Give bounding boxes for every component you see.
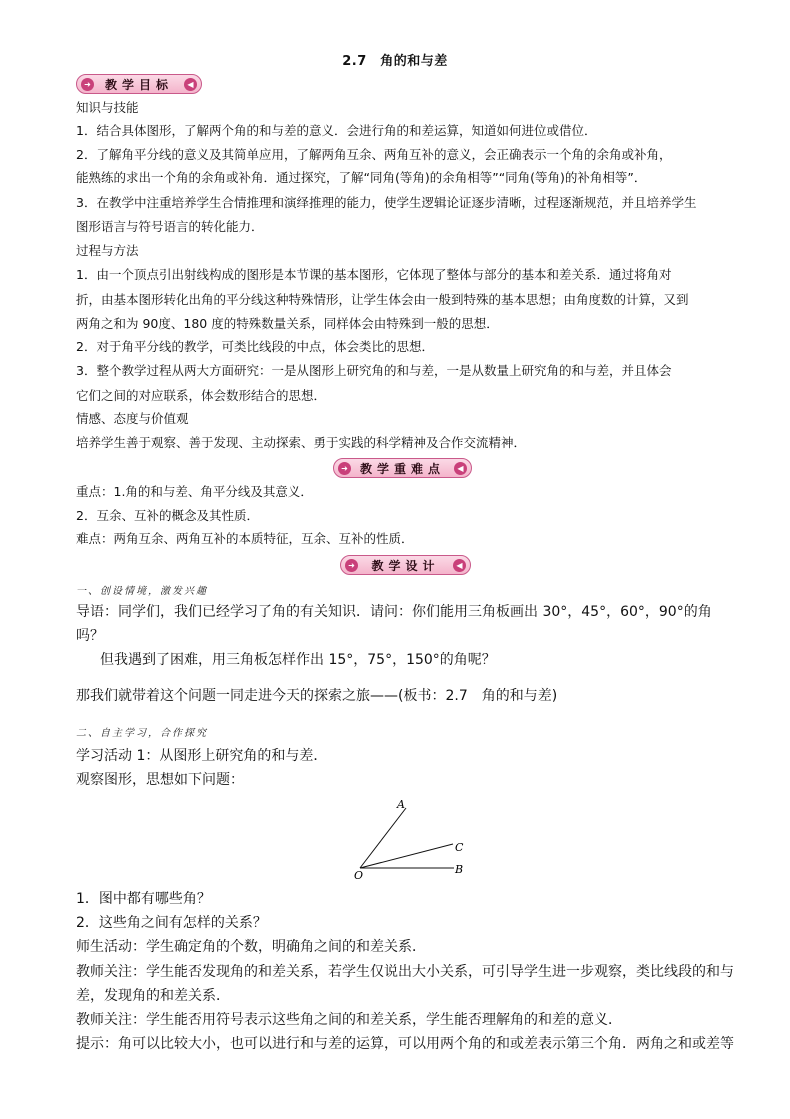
paragraph: 2．了解角平分线的意义及其简单应用，了解两角互余、两角互补的意义，会正确表示一个角的余角或补角，	[76, 147, 672, 162]
paragraph: 3．整个教学过程从两大方面研究：一是从图形上研究角的和与差，一是从数量上研究角的和与差，并且体会	[76, 363, 672, 378]
paragraph: 师生活动：学生确定角的个数，明确角之间的和差关系．	[76, 939, 426, 955]
question: 1．图中都有哪些角？	[76, 891, 211, 907]
paragraph: 培养学生善于观察、善于发现、主动探索、勇于实践的科学精神及合作交流精神．	[76, 435, 527, 450]
heading-knowledge: 知识与技能	[76, 100, 139, 115]
paragraph: 能熟练的求出一个角的余角或补角．通过探究，了解“同角(等角)的余角相等”“同角(等角)的补角相等”．	[76, 170, 647, 185]
paragraph: 提示：角可以比较大小，也可以进行和与差的运算，可以用两个角的和或差表示第三个角．两角之和或差等	[76, 1036, 734, 1052]
label-b: B	[455, 863, 464, 876]
paragraph: 教师关注：学生能否用符号表示这些角之间的和差关系，学生能否理解角的和差的意义．	[76, 1012, 622, 1028]
paragraph: 吗？	[76, 628, 104, 644]
page-title: 2.7 角的和与差	[342, 54, 448, 69]
angle-diagram	[340, 796, 480, 882]
paragraph: 图形语言与符号语言的转化能力．	[76, 219, 264, 234]
question: 2．这些角之间有怎样的关系？	[76, 915, 267, 931]
badge-label: 教学设计	[371, 558, 440, 573]
paragraph: 导语：同学们，我们已经学习了角的有关知识．请问：你们能用三角板画出 30°，45°，60°，90°的角	[76, 604, 712, 620]
arrow-left-icon: ◀	[184, 78, 197, 91]
arrow-right-icon: ➜	[345, 559, 358, 572]
label-c: C	[455, 841, 464, 854]
ray-oa	[360, 808, 406, 868]
paragraph: 两角之和为 90度、180 度的特殊数量关系，同样体会由特殊到一般的思想．	[76, 316, 499, 331]
label-a: A	[397, 798, 405, 811]
section-badge-design	[340, 555, 471, 575]
paragraph: 1．结合具体图形，了解两个角的和与差的意义．会进行角的和差运算，知道如何进位或借位．	[76, 123, 597, 138]
label-o: O	[354, 869, 364, 882]
difficulty: 难点：两角互余、两角互补的本质特征，互余、互补的性质．	[76, 531, 414, 546]
paragraph: 教师关注：学生能否发现角的和差关系，若学生仅说出大小关系，可引导学生进一步观察，类比线段的和与	[76, 964, 734, 980]
arrow-right-icon: ➜	[81, 78, 94, 91]
paragraph: 学习活动 1：从图形上研究角的和与差．	[76, 748, 328, 764]
paragraph: 观察图形，思想如下问题：	[76, 772, 244, 788]
badge-label: 教学目标	[104, 77, 173, 92]
heading-emotion: 情感、态度与价值观	[76, 411, 189, 426]
paragraph: 但我遇到了困难，用三角板怎样作出 15°，75°，150°的角呢？	[100, 652, 496, 668]
section-heading: 二、自主学习，合作探究	[76, 728, 208, 739]
badge-label: 教学重难点	[359, 461, 445, 476]
paragraph: 1．由一个顶点引出射线构成的图形是本节课的基本图形，它体现了整体与部分的基本和差关系．通过将角对	[76, 267, 672, 282]
section-badge-objectives	[76, 74, 202, 94]
paragraph: 折，由基本图形转化出角的平分线这种特殊情形，让学生体会由一般到特殊的基本思想；由角度数的计算，又到	[76, 292, 689, 307]
ray-oc	[360, 844, 453, 868]
paragraph: 2．对于角平分线的教学，可类比线段的中点，体会类比的思想．	[76, 339, 434, 354]
paragraph: 3．在教学中注重培养学生合情推理和演绎推理的能力，使学生逻辑论证逐步清晰，过程逐渐规范，并且培养学生	[76, 195, 697, 210]
heading-process: 过程与方法	[76, 243, 139, 258]
key-point: 2．互余、互补的概念及其性质．	[76, 508, 259, 523]
arrow-right-icon: ➜	[338, 462, 351, 475]
paragraph: 差，发现角的和差关系．	[76, 988, 230, 1004]
section-heading: 一、创设情境，激发兴趣	[76, 586, 208, 597]
paragraph: 那我们就带着这个问题一同走进今天的探索之旅——(板书：2.7 角的和与差)	[76, 688, 558, 704]
paragraph: 它们之间的对应联系，体会数形结合的思想．	[76, 388, 327, 403]
section-badge-key-points	[333, 458, 472, 478]
key-point: 重点：1.角的和与差、角平分线及其意义．	[76, 484, 313, 499]
arrow-left-icon: ◀	[453, 559, 466, 572]
arrow-left-icon: ◀	[454, 462, 467, 475]
